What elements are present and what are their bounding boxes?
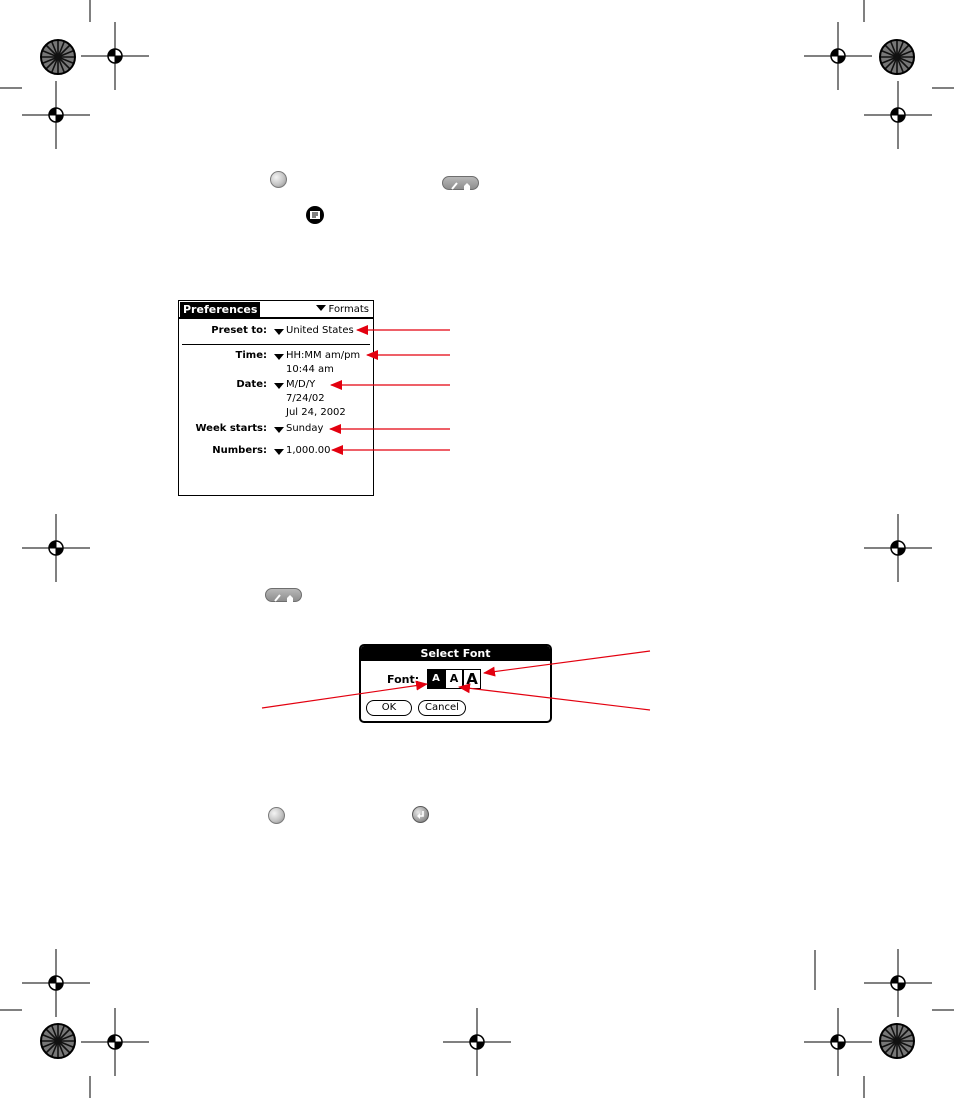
chevron-down-icon[interactable] (274, 427, 284, 433)
select-font-dialog (359, 644, 552, 723)
chevron-down-icon (316, 305, 326, 311)
chevron-down-icon[interactable] (274, 449, 284, 455)
font-option-small[interactable]: A (427, 669, 445, 689)
font-label: Font: (387, 673, 420, 686)
dialog-title: Select Font (361, 646, 550, 661)
cancel-button[interactable]: Cancel (418, 700, 466, 716)
category-picker[interactable] (316, 303, 369, 317)
enter-stroke-icon (412, 806, 429, 823)
date-example-long: Jul 24, 2002 (286, 407, 346, 418)
divider (182, 344, 370, 345)
preset-label: Preset to: (211, 325, 267, 336)
chevron-down-icon[interactable] (274, 354, 284, 360)
applications-home-icon (265, 588, 302, 602)
preferences-title: Preferences (180, 302, 260, 318)
preferences-app-icon (305, 205, 325, 229)
pen-house-glyph (266, 592, 301, 604)
app-button-icon (270, 171, 287, 188)
week-starts-label: Week starts: (195, 423, 267, 434)
date-example-short: 7/24/02 (286, 393, 325, 404)
numbers-value[interactable]: 1,000.00 (286, 445, 331, 456)
date-value[interactable]: M/D/Y (286, 379, 316, 390)
category-label: Formats (328, 304, 369, 315)
title-underline (179, 317, 373, 319)
font-option-bold[interactable]: A (445, 669, 463, 689)
chevron-down-icon[interactable] (274, 329, 284, 335)
preset-value[interactable]: United States (286, 325, 354, 336)
pen-house-glyph (443, 180, 478, 192)
date-label: Date: (236, 379, 267, 390)
time-example: 10:44 am (286, 364, 334, 375)
enter-glyph (413, 807, 428, 822)
app-button-icon (268, 807, 285, 824)
week-starts-value[interactable]: Sunday (286, 423, 324, 434)
time-label: Time: (235, 350, 267, 361)
preferences-screen (178, 300, 374, 496)
time-value[interactable]: HH:MM am/pm (286, 350, 361, 361)
font-option-large[interactable]: A (463, 669, 481, 689)
preferences-glyph (305, 205, 325, 225)
ok-button[interactable]: OK (366, 700, 412, 716)
numbers-label: Numbers: (212, 445, 267, 456)
applications-home-icon (442, 176, 479, 190)
chevron-down-icon[interactable] (274, 383, 284, 389)
